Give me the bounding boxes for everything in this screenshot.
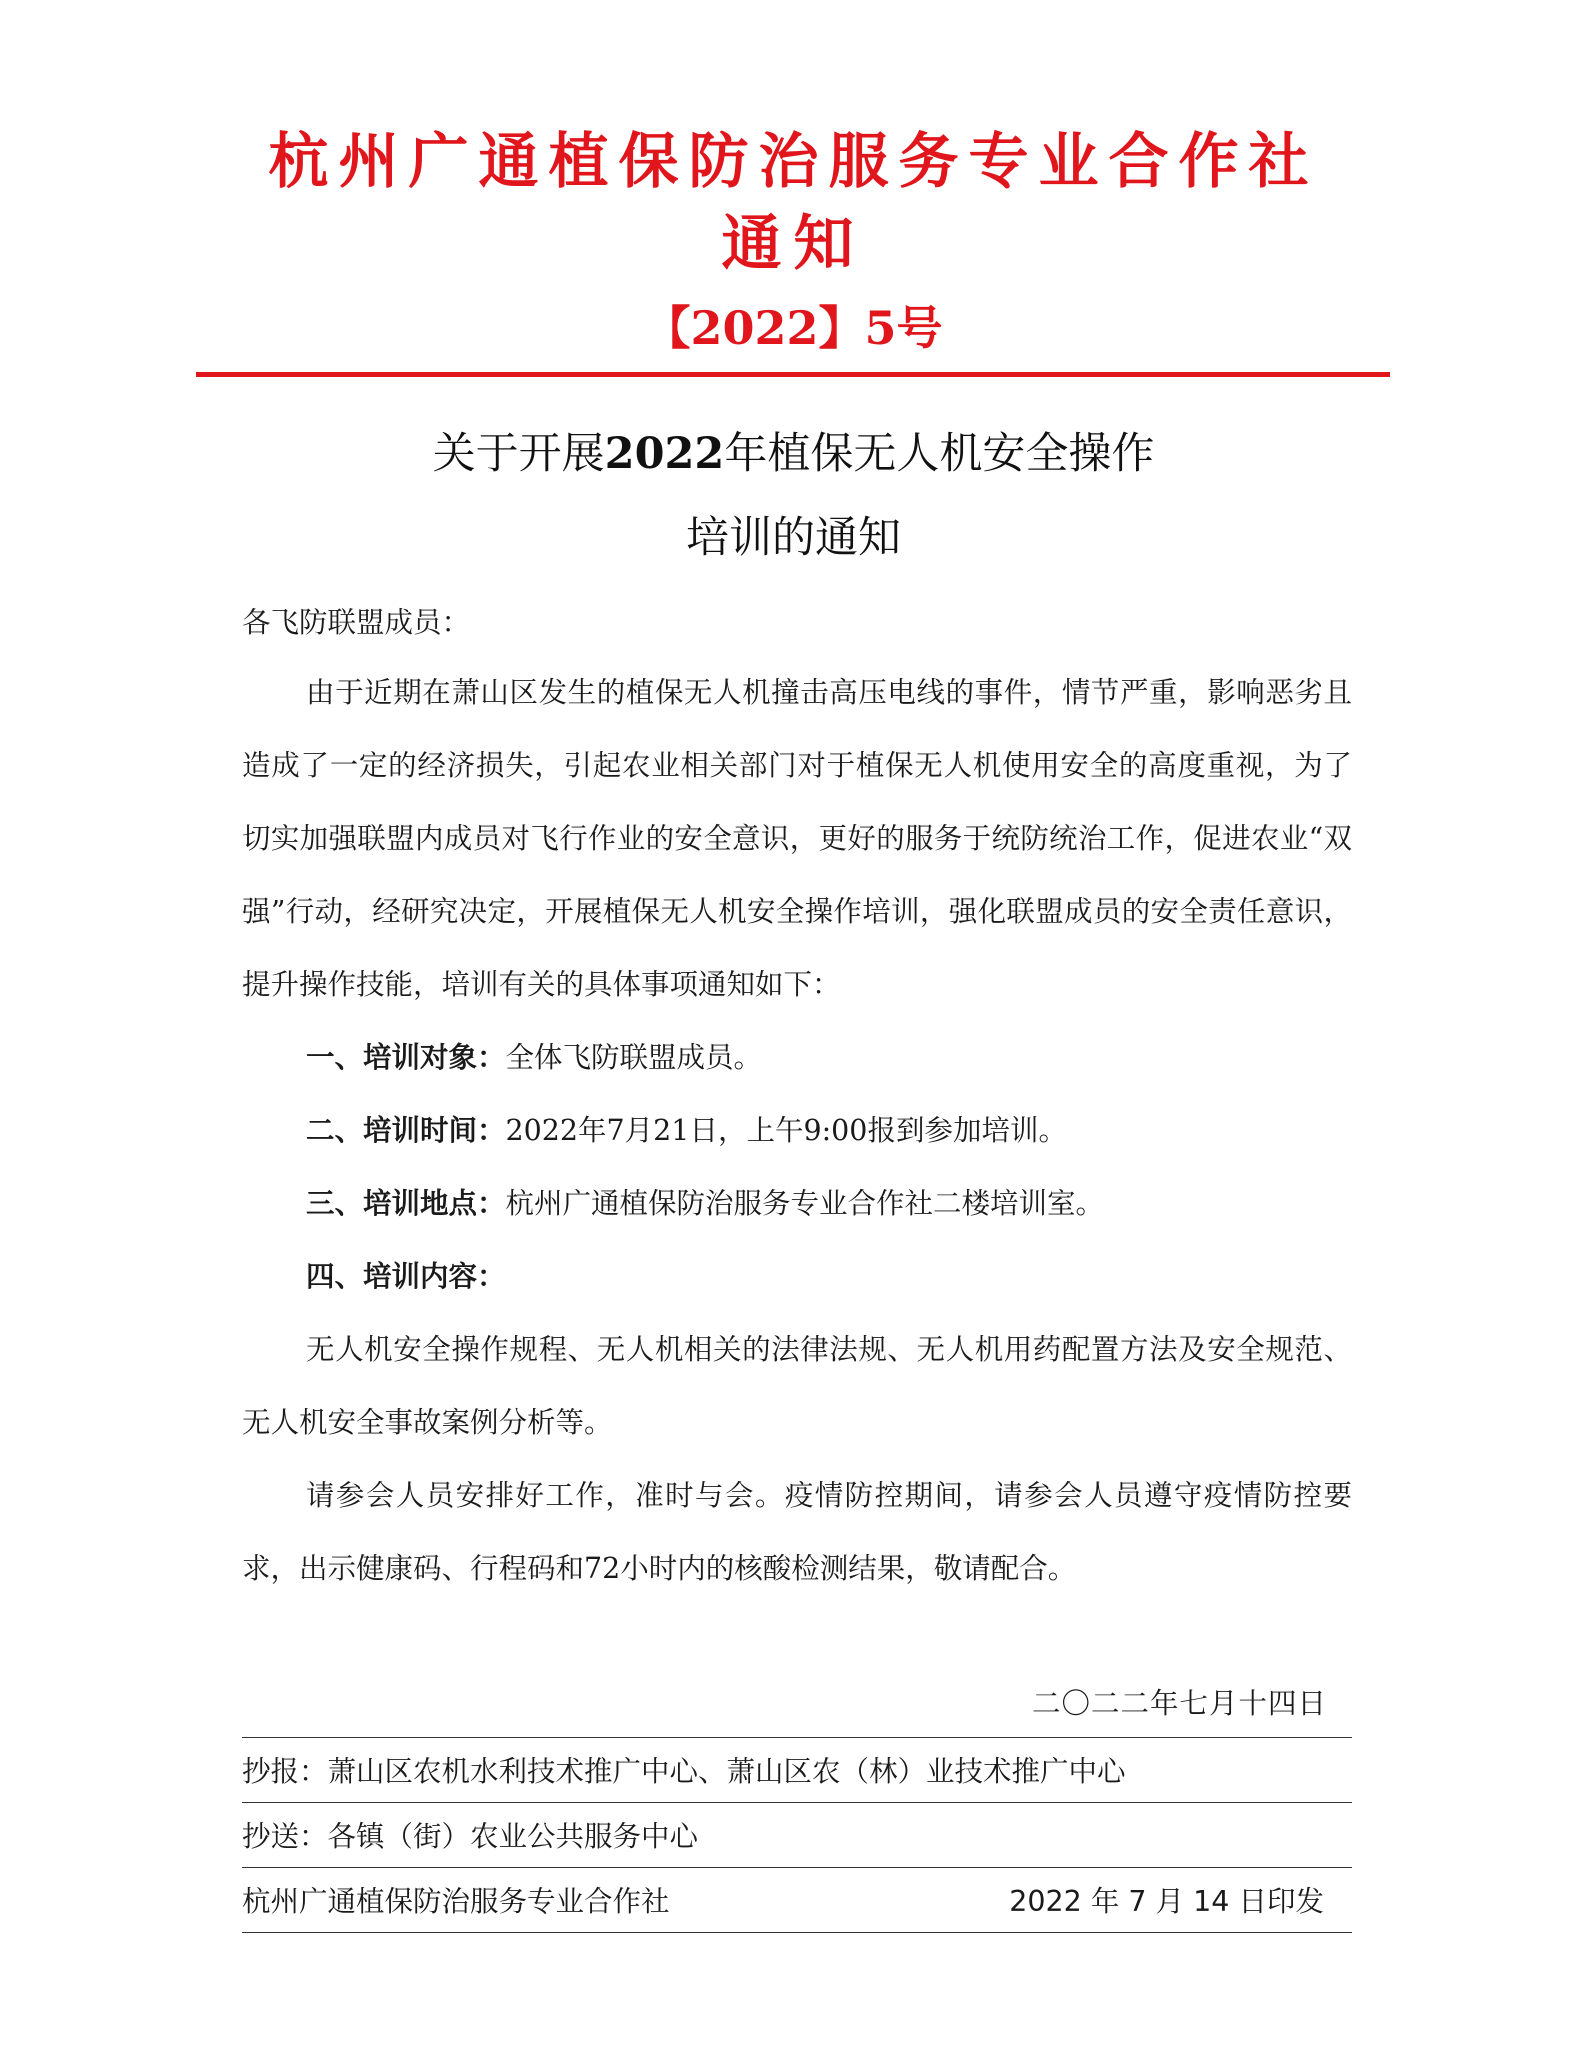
notice-title-line2: 培训的通知	[686, 513, 901, 563]
item-text: 全体飞防联盟成员。	[505, 1041, 763, 1074]
print-date: 2022 年 7 月 14 日印发	[1009, 1885, 1324, 1918]
item-training-target	[242, 1021, 1352, 1094]
intro-paragraph: 由于近期在萧山区发生的植保无人机撞击高压电线的事件，情节严重，影响恶劣且造成了一定的经济损失，引起农业相关部门对于植保无人机使用安全的高度重视，为了切实加强联盟内成员对飞行作业的安全意识，更好的服务于统防统治工作，促进农业“双强”行动，经研究决定，开展植保无人机安全操作培训，强化联盟成员的安全责任意识，提升操作技能，培训有关的具体事项通知如下：	[242, 676, 1352, 1001]
issuer-name: 杭州广通植保防治服务专业合作社	[242, 1885, 670, 1918]
notice-title-line1	[196, 424, 1391, 484]
title-prefix: 关于开展	[432, 429, 605, 479]
item-label: 一、培训对象：	[306, 1040, 506, 1074]
document-type: 通知	[721, 209, 866, 279]
content-paragraph: 无人机安全操作规程、无人机相关的法律法规、无人机用药配置方法及安全规范、无人机安全事故案例分析等。	[242, 1333, 1352, 1439]
item-text: 杭州广通植保防治服务专业合作社二楼培训室。	[505, 1187, 1105, 1220]
attendance-paragraph: 请参会人员安排好工作，准时与会。疫情防控期间，请参会人员遵守疫情防控要求，出示健康码、行程码和72小时内的核酸检测结果，敬请配合。	[242, 1479, 1352, 1585]
item-text: 2022年7月21日，上午9:00报到参加培训。	[505, 1114, 1067, 1147]
title-year: 2022	[604, 429, 725, 479]
organization-name: 杭州广通植保防治服务专业合作社	[268, 127, 1319, 197]
salutation: 各飞防联盟成员：	[242, 606, 471, 639]
item-label: 四、培训内容：	[306, 1259, 506, 1293]
item-label: 二、培训时间：	[306, 1113, 506, 1147]
cc-send-line: 抄送：各镇（街）农业公共服务中心	[242, 1820, 699, 1853]
footer-rule	[242, 1932, 1352, 1933]
item-training-time	[242, 1094, 1352, 1167]
item-training-content	[242, 1240, 1352, 1313]
title-suffix: 年植保无人机安全操作	[724, 429, 1155, 479]
document-number: 【2022】5号	[644, 301, 943, 355]
item-label: 三、培训地点：	[306, 1186, 506, 1220]
item-training-location	[242, 1167, 1352, 1240]
issuer-line	[242, 1882, 1352, 1922]
cc-report-line: 抄报：萧山区农机水利技术推广中心、萧山区农（林）业技术推广中心	[242, 1755, 1126, 1788]
red-header-rule	[196, 372, 1390, 377]
footer-rule	[242, 1802, 1352, 1803]
footer-rule	[242, 1867, 1352, 1868]
signoff-date: 二〇二二年七月十四日	[1031, 1687, 1327, 1720]
footer-rule	[242, 1737, 1352, 1738]
